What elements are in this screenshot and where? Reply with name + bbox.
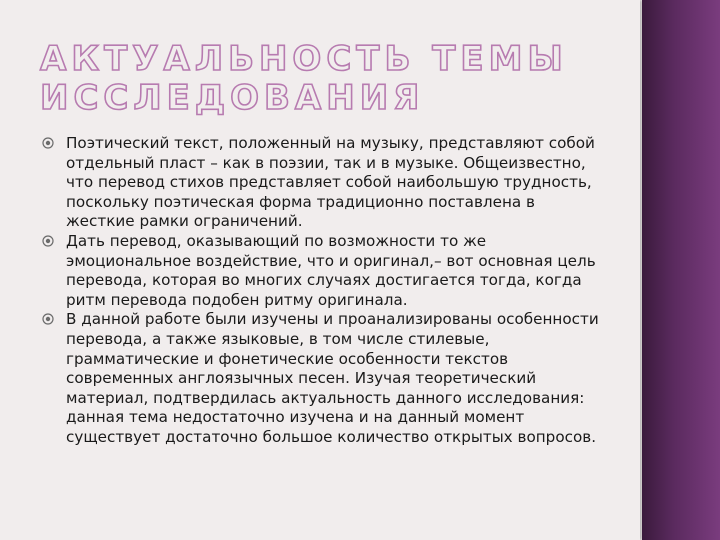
bullet-item [40,134,600,232]
title-line-2: ИССЛЕДОВАНИЯ [40,78,425,118]
bullet-item [40,310,600,447]
target-bullet-icon [42,313,54,325]
bullet-text: Дать перевод, оказывающий по возможности то же эмоциональное воздействие, что и оригинал,– вот основная цель перевода, которая во многих случаях достигается тогда, когда ритм перевода подобен ритму оригинала. [66,231,596,309]
slide-title [40,40,630,118]
bullet-text: В данной работе были изучены и проанализированы особенности перевода, а также языковые, в том числе стилевые, грамматические и фонетические особенности текстов современных англоязычных песен. Изучая теоретический материал, подтвердилась актуальность данного исследования: данная тема недостаточно изучена и на данный момент существует достаточно большое количество открытых вопросов. [66,310,599,446]
bullet-item [40,232,600,310]
target-bullet-icon [42,137,54,149]
bullet-text: Поэтический текст, положенный на музыку, представляют собой отдельный пласт – как в поэзии, так и в музыке. Общеизвестно, что перевод стихов представляет собой наибольшую трудность, поскольку поэтическая форма традиционно поставлена в жесткие рамки ограничений. [66,134,595,231]
bullet-list [40,134,600,448]
target-bullet-icon [42,235,54,247]
decorative-side-panel [642,0,720,540]
title-line-1: АКТУАЛЬНОСТЬ ТЕМЫ [40,39,568,79]
